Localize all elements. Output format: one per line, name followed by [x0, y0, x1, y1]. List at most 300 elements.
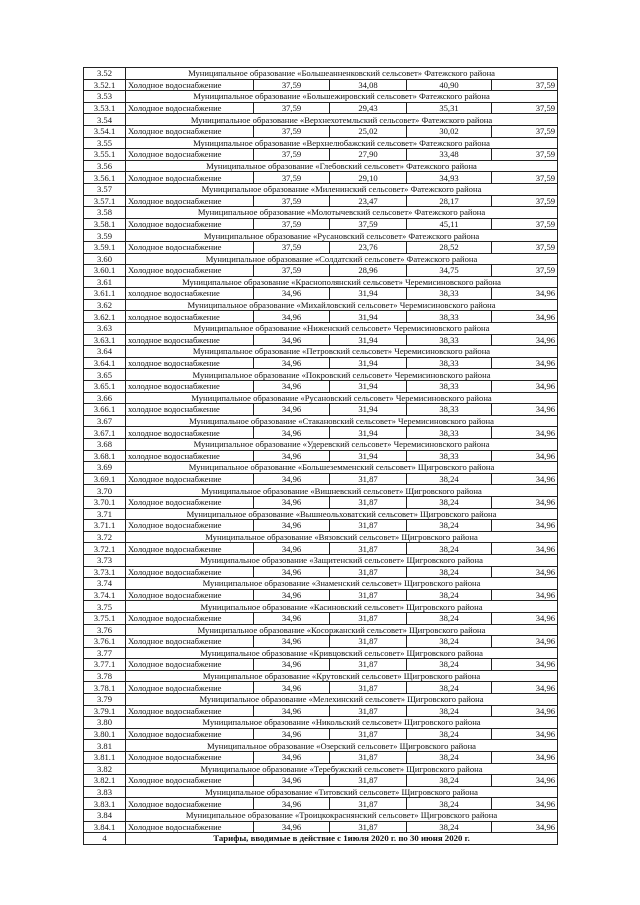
tariff-value: 34,96 — [254, 821, 330, 833]
tariff-value: 38,24 — [407, 821, 492, 833]
service-row — [84, 682, 558, 694]
row-number: 3.82.1 — [84, 775, 126, 787]
tariff-value: 37,59 — [492, 241, 558, 253]
tariff-value: 34,96 — [492, 404, 558, 416]
row-number: 3.74 — [84, 578, 126, 590]
municipality-title: Муниципальное образование «Титовский сельсовет» Щигровского района — [126, 786, 558, 798]
municipality-title: Муниципальное образование «Вишневский сельсовет» Щигровского района — [126, 485, 558, 497]
service-row — [84, 357, 558, 369]
tariff-value: 34,96 — [254, 728, 330, 740]
tariff-value: 31,87 — [330, 682, 407, 694]
tariff-value: 34,96 — [492, 821, 558, 833]
municipality-title: Муниципальное образование «Большежировский сельсовет» Фатежского района — [126, 91, 558, 103]
tariff-value: 34,96 — [254, 752, 330, 764]
row-number: 3.73.1 — [84, 566, 126, 578]
service-name: Холодное водоснабжение — [126, 102, 254, 114]
row-number: 3.79.1 — [84, 705, 126, 717]
tariff-value: 38,24 — [407, 798, 492, 810]
tariff-value: 34,96 — [492, 427, 558, 439]
tariff-value: 34,96 — [254, 288, 330, 300]
service-name: Холодное водоснабжение — [126, 520, 254, 532]
service-name: холодное водоснабжение — [126, 450, 254, 462]
tariff-value: 34,96 — [492, 589, 558, 601]
service-row — [84, 427, 558, 439]
tariff-value: 37,59 — [492, 79, 558, 91]
service-row — [84, 798, 558, 810]
tariff-value: 38,24 — [407, 496, 492, 508]
tariff-value: 31,87 — [330, 821, 407, 833]
service-name: холодное водоснабжение — [126, 334, 254, 346]
row-number: 3.78.1 — [84, 682, 126, 694]
municipality-row — [84, 183, 558, 195]
tariff-value: 37,59 — [492, 125, 558, 137]
municipality-row — [84, 68, 558, 80]
section-heading-row — [84, 833, 558, 845]
service-name: Холодное водоснабжение — [126, 566, 254, 578]
row-number: 3.70.1 — [84, 496, 126, 508]
tariff-value: 34,96 — [492, 334, 558, 346]
row-number: 3.64.1 — [84, 357, 126, 369]
tariff-value: 37,59 — [492, 195, 558, 207]
service-row — [84, 404, 558, 416]
service-name: холодное водоснабжение — [126, 311, 254, 323]
tariff-value: 38,33 — [407, 381, 492, 393]
tariff-value: 34,96 — [492, 636, 558, 648]
service-name: холодное водоснабжение — [126, 404, 254, 416]
tariff-value: 34,96 — [254, 520, 330, 532]
row-number: 3.76 — [84, 624, 126, 636]
tariff-value: 34,96 — [254, 566, 330, 578]
service-name: Холодное водоснабжение — [126, 218, 254, 230]
tariff-value: 37,59 — [254, 241, 330, 253]
tariff-table-body — [84, 68, 558, 845]
tariff-value: 28,17 — [407, 195, 492, 207]
municipality-title: Муниципальное образование «Русановский сельсовет» Фатежского района — [126, 230, 558, 242]
tariff-value: 31,94 — [330, 357, 407, 369]
tariff-value: 38,24 — [407, 589, 492, 601]
municipality-title: Муниципальное образование «Удеревский сельсовет» Черемисиновского района — [126, 439, 558, 451]
tariff-value: 37,59 — [254, 265, 330, 277]
row-number: 3.54 — [84, 114, 126, 126]
municipality-title: Муниципальное образование «Вязовский сельсовет» Щигровского района — [126, 531, 558, 543]
tariff-value: 40,90 — [407, 79, 492, 91]
tariff-value: 34,96 — [492, 752, 558, 764]
service-name: Холодное водоснабжение — [126, 265, 254, 277]
tariff-value: 34,96 — [254, 427, 330, 439]
municipality-row — [84, 624, 558, 636]
municipality-title: Муниципальное образование «Троицкокраснянский сельсовет» Щигровского района — [126, 810, 558, 822]
tariff-value: 37,59 — [492, 172, 558, 184]
municipality-title: Муниципальное образование «Петровский сельсовет» Черемисиновского района — [126, 346, 558, 358]
row-number: 3.71.1 — [84, 520, 126, 532]
municipality-row — [84, 323, 558, 335]
tariff-value: 34,96 — [254, 705, 330, 717]
row-number: 3.59.1 — [84, 241, 126, 253]
tariff-value: 38,24 — [407, 566, 492, 578]
service-row — [84, 450, 558, 462]
tariff-value: 31,87 — [330, 543, 407, 555]
row-number: 3.75 — [84, 601, 126, 613]
row-number: 3.57.1 — [84, 195, 126, 207]
row-number: 3.59 — [84, 230, 126, 242]
municipality-title: Муниципальное образование «Покровский сельсовет» Черемисиновского района — [126, 369, 558, 381]
tariff-value: 37,59 — [254, 149, 330, 161]
service-row — [84, 195, 558, 207]
tariff-value: 34,93 — [407, 172, 492, 184]
tariff-value: 38,33 — [407, 357, 492, 369]
municipality-title: Муниципальное образование «Крутовский сельсовет» Щигровского района — [126, 670, 558, 682]
tariff-value: 34,96 — [492, 798, 558, 810]
row-number: 3.53 — [84, 91, 126, 103]
municipality-row — [84, 160, 558, 172]
row-number: 3.75.1 — [84, 612, 126, 624]
tariff-value: 38,24 — [407, 705, 492, 717]
tariff-value: 28,52 — [407, 241, 492, 253]
service-row — [84, 473, 558, 485]
municipality-row — [84, 392, 558, 404]
tariff-value: 31,87 — [330, 496, 407, 508]
tariff-value: 34,96 — [492, 728, 558, 740]
service-row — [84, 79, 558, 91]
tariff-value: 34,96 — [254, 404, 330, 416]
tariff-value: 38,24 — [407, 752, 492, 764]
row-number: 3.65.1 — [84, 381, 126, 393]
tariff-value: 31,87 — [330, 520, 407, 532]
tariff-value: 34,96 — [254, 311, 330, 323]
row-number: 3.58 — [84, 207, 126, 219]
service-name: Холодное водоснабжение — [126, 705, 254, 717]
service-row — [84, 334, 558, 346]
municipality-row — [84, 253, 558, 265]
row-number: 3.84 — [84, 810, 126, 822]
municipality-title: Муниципальное образование «Вышнеольховатский сельсовет» Щигровского района — [126, 508, 558, 520]
tariff-value: 34,96 — [254, 334, 330, 346]
tariff-value: 31,87 — [330, 566, 407, 578]
tariff-value: 34,96 — [492, 659, 558, 671]
service-row — [84, 381, 558, 393]
row-number: 3.60.1 — [84, 265, 126, 277]
tariff-value: 37,59 — [254, 218, 330, 230]
municipality-title: Муниципальное образование «Миленинский сельсовет» Фатежского района — [126, 183, 558, 195]
row-number: 3.55.1 — [84, 149, 126, 161]
row-number: 3.68.1 — [84, 450, 126, 462]
tariff-value: 37,59 — [254, 125, 330, 137]
row-number: 3.56.1 — [84, 172, 126, 184]
municipality-row — [84, 740, 558, 752]
row-number: 3.57 — [84, 183, 126, 195]
tariff-value: 34,96 — [254, 798, 330, 810]
tariff-value: 31,94 — [330, 450, 407, 462]
tariff-value: 34,96 — [492, 682, 558, 694]
service-name: Холодное водоснабжение — [126, 821, 254, 833]
row-number: 3.62.1 — [84, 311, 126, 323]
tariff-table — [83, 67, 558, 845]
tariff-value: 34,96 — [254, 357, 330, 369]
row-number: 3.70 — [84, 485, 126, 497]
tariff-value: 38,24 — [407, 775, 492, 787]
service-name: Холодное водоснабжение — [126, 496, 254, 508]
tariff-value: 34,96 — [254, 659, 330, 671]
municipality-row — [84, 485, 558, 497]
tariff-value: 31,94 — [330, 288, 407, 300]
tariff-value: 28,96 — [330, 265, 407, 277]
tariff-value: 37,59 — [492, 149, 558, 161]
tariff-value: 34,96 — [492, 520, 558, 532]
service-row — [84, 589, 558, 601]
municipality-title: Муниципальное образование «Русановский сельсовет» Черемисиновского района — [126, 392, 558, 404]
tariff-value: 37,59 — [492, 102, 558, 114]
row-number: 3.78 — [84, 670, 126, 682]
service-name: Холодное водоснабжение — [126, 195, 254, 207]
tariff-value: 38,33 — [407, 450, 492, 462]
tariff-value: 38,24 — [407, 543, 492, 555]
row-number: 3.67 — [84, 415, 126, 427]
service-row — [84, 612, 558, 624]
row-number: 3.81.1 — [84, 752, 126, 764]
tariff-value: 31,87 — [330, 659, 407, 671]
municipality-row — [84, 717, 558, 729]
service-row — [84, 149, 558, 161]
tariff-value: 38,24 — [407, 682, 492, 694]
section-heading: Тарифы, вводимые в действие с 1июля 2020 г. по 30 июня 2020 г. — [126, 833, 558, 845]
row-number: 3.55 — [84, 137, 126, 149]
municipality-row — [84, 578, 558, 590]
municipality-row — [84, 694, 558, 706]
tariff-value: 45,11 — [407, 218, 492, 230]
tariff-value: 37,59 — [254, 195, 330, 207]
service-name: Холодное водоснабжение — [126, 752, 254, 764]
tariff-value: 31,87 — [330, 798, 407, 810]
tariff-value: 38,24 — [407, 659, 492, 671]
tariff-value: 31,94 — [330, 334, 407, 346]
service-name: Холодное водоснабжение — [126, 612, 254, 624]
tariff-value: 38,24 — [407, 728, 492, 740]
row-number: 3.60 — [84, 253, 126, 265]
row-number: 3.53.1 — [84, 102, 126, 114]
tariff-value: 34,96 — [492, 381, 558, 393]
tariff-value: 37,59 — [254, 102, 330, 114]
tariff-value: 38,33 — [407, 311, 492, 323]
service-row — [84, 288, 558, 300]
row-number: 3.79 — [84, 694, 126, 706]
municipality-title: Муниципальное образование «Большеземменский сельсовет» Щигровского района — [126, 462, 558, 474]
tariff-value: 23,47 — [330, 195, 407, 207]
row-number: 3.74.1 — [84, 589, 126, 601]
service-row — [84, 218, 558, 230]
tariff-value: 23,76 — [330, 241, 407, 253]
row-number: 3.62 — [84, 299, 126, 311]
municipality-title: Муниципальное образование «Краснополянский сельсовет» Черемисиновского района — [126, 276, 558, 288]
row-number: 3.80 — [84, 717, 126, 729]
tariff-value: 31,94 — [330, 381, 407, 393]
tariff-value: 37,59 — [492, 218, 558, 230]
tariff-value: 34,96 — [254, 636, 330, 648]
municipality-row — [84, 346, 558, 358]
municipality-title: Муниципальное образование «Никольский сельсовет» Щигровского района — [126, 717, 558, 729]
service-row — [84, 636, 558, 648]
municipality-row — [84, 91, 558, 103]
service-name: Холодное водоснабжение — [126, 149, 254, 161]
municipality-row — [84, 810, 558, 822]
service-row — [84, 172, 558, 184]
municipality-title: Муниципальное образование «Кривцовский сельсовет» Щигровского района — [126, 647, 558, 659]
row-number: 3.61 — [84, 276, 126, 288]
tariff-value: 34,96 — [492, 473, 558, 485]
tariff-value: 31,87 — [330, 473, 407, 485]
tariff-value: 34,96 — [254, 473, 330, 485]
service-row — [84, 775, 558, 787]
municipality-title: Муниципальное образование «Верхнелюбажский сельсовет» Фатежского района — [126, 137, 558, 149]
row-number: 3.64 — [84, 346, 126, 358]
row-number: 3.69.1 — [84, 473, 126, 485]
municipality-row — [84, 462, 558, 474]
service-row — [84, 659, 558, 671]
service-name: Холодное водоснабжение — [126, 473, 254, 485]
row-number: 3.82 — [84, 763, 126, 775]
service-row — [84, 705, 558, 717]
tariff-value: 38,33 — [407, 404, 492, 416]
tariff-value: 34,96 — [254, 381, 330, 393]
municipality-row — [84, 554, 558, 566]
tariff-value: 34,96 — [254, 496, 330, 508]
service-name: Холодное водоснабжение — [126, 775, 254, 787]
service-row — [84, 520, 558, 532]
service-name: Холодное водоснабжение — [126, 241, 254, 253]
tariff-value: 31,87 — [330, 612, 407, 624]
service-name: Холодное водоснабжение — [126, 659, 254, 671]
tariff-value: 34,96 — [492, 543, 558, 555]
tariff-value: 29,43 — [330, 102, 407, 114]
municipality-row — [84, 114, 558, 126]
tariff-value: 31,87 — [330, 728, 407, 740]
municipality-row — [84, 230, 558, 242]
municipality-title: Муниципальное образование «Мелехинский сельсовет» Щигровского района — [126, 694, 558, 706]
row-number: 3.73 — [84, 554, 126, 566]
tariff-value: 34,96 — [492, 357, 558, 369]
row-number: 3.54.1 — [84, 125, 126, 137]
row-number: 3.52 — [84, 68, 126, 80]
municipality-row — [84, 508, 558, 520]
municipality-title: Муниципальное образование «Верхнехотемльский сельсовет» Фатежского района — [126, 114, 558, 126]
tariff-value: 25,02 — [330, 125, 407, 137]
tariff-value: 31,87 — [330, 752, 407, 764]
service-row — [84, 241, 558, 253]
tariff-value: 31,87 — [330, 705, 407, 717]
row-number: 3.52.1 — [84, 79, 126, 91]
municipality-title: Муниципальное образование «Защитенский сельсовет» Щигровского района — [126, 554, 558, 566]
service-name: Холодное водоснабжение — [126, 682, 254, 694]
tariff-value: 34,96 — [492, 566, 558, 578]
municipality-row — [84, 439, 558, 451]
row-number: 3.63.1 — [84, 334, 126, 346]
municipality-row — [84, 137, 558, 149]
municipality-title: Муниципальное образование «Озерский сельсовет» Щигровского района — [126, 740, 558, 752]
service-name: Холодное водоснабжение — [126, 589, 254, 601]
tariff-value: 38,33 — [407, 288, 492, 300]
row-number: 3.65 — [84, 369, 126, 381]
tariff-value: 37,59 — [254, 79, 330, 91]
municipality-title: Муниципальное образование «Касиновский сельсовет» Щигровского района — [126, 601, 558, 613]
row-number: 3.58.1 — [84, 218, 126, 230]
row-number: 3.76.1 — [84, 636, 126, 648]
row-number: 3.83.1 — [84, 798, 126, 810]
tariff-value: 31,87 — [330, 589, 407, 601]
municipality-row — [84, 207, 558, 219]
municipality-row — [84, 369, 558, 381]
municipality-title: Муниципальное образование «Косоржанский сельсовет» Щигровского района — [126, 624, 558, 636]
tariff-value: 34,96 — [492, 705, 558, 717]
service-row — [84, 728, 558, 740]
tariff-value: 34,96 — [492, 612, 558, 624]
tariff-value: 38,24 — [407, 520, 492, 532]
municipality-title: Муниципальное образование «Михайловский сельсовет» Черемисиновского района — [126, 299, 558, 311]
row-number: 3.83 — [84, 786, 126, 798]
municipality-title: Муниципальное образование «Теребужский сельсовет» Щигровского района — [126, 763, 558, 775]
service-name: холодное водоснабжение — [126, 381, 254, 393]
service-row — [84, 543, 558, 555]
row-number: 3.67.1 — [84, 427, 126, 439]
row-number: 4 — [84, 833, 126, 845]
municipality-row — [84, 786, 558, 798]
tariff-value: 37,59 — [330, 218, 407, 230]
service-row — [84, 496, 558, 508]
tariff-value: 31,87 — [330, 636, 407, 648]
tariff-value: 33,48 — [407, 149, 492, 161]
tariff-value: 34,96 — [254, 612, 330, 624]
tariff-value: 34,96 — [254, 775, 330, 787]
row-number: 3.77.1 — [84, 659, 126, 671]
tariff-value: 31,94 — [330, 427, 407, 439]
tariff-value: 34,96 — [492, 450, 558, 462]
row-number: 3.63 — [84, 323, 126, 335]
municipality-row — [84, 647, 558, 659]
row-number: 3.77 — [84, 647, 126, 659]
row-number: 3.71 — [84, 508, 126, 520]
tariff-value: 34,96 — [492, 288, 558, 300]
municipality-title: Муниципальное образование «Молотычевский сельсовет» Фатежского района — [126, 207, 558, 219]
tariff-value: 34,96 — [492, 775, 558, 787]
municipality-row — [84, 763, 558, 775]
tariff-value: 34,08 — [330, 79, 407, 91]
row-number: 3.66.1 — [84, 404, 126, 416]
tariff-value: 31,94 — [330, 404, 407, 416]
tariff-value: 29,10 — [330, 172, 407, 184]
tariff-value: 35,31 — [407, 102, 492, 114]
service-name: Холодное водоснабжение — [126, 728, 254, 740]
tariff-value: 37,59 — [254, 172, 330, 184]
service-row — [84, 821, 558, 833]
municipality-title: Муниципальное образование «Глебовский сельсовет» Фатежского района — [126, 160, 558, 172]
service-name: холодное водоснабжение — [126, 357, 254, 369]
service-name: Холодное водоснабжение — [126, 636, 254, 648]
tariff-value: 37,59 — [492, 265, 558, 277]
municipality-row — [84, 415, 558, 427]
row-number: 3.72.1 — [84, 543, 126, 555]
row-number: 3.80.1 — [84, 728, 126, 740]
service-name: холодное водоснабжение — [126, 288, 254, 300]
municipality-title: Муниципальное образование «Знаменский сельсовет» Щигровского района — [126, 578, 558, 590]
row-number: 3.84.1 — [84, 821, 126, 833]
row-number: 3.69 — [84, 462, 126, 474]
tariff-value: 34,96 — [254, 450, 330, 462]
tariff-value: 34,96 — [254, 543, 330, 555]
service-row — [84, 125, 558, 137]
tariff-value: 38,33 — [407, 334, 492, 346]
municipality-row — [84, 601, 558, 613]
tariff-value: 38,24 — [407, 636, 492, 648]
tariff-value: 38,24 — [407, 612, 492, 624]
tariff-value: 38,24 — [407, 473, 492, 485]
